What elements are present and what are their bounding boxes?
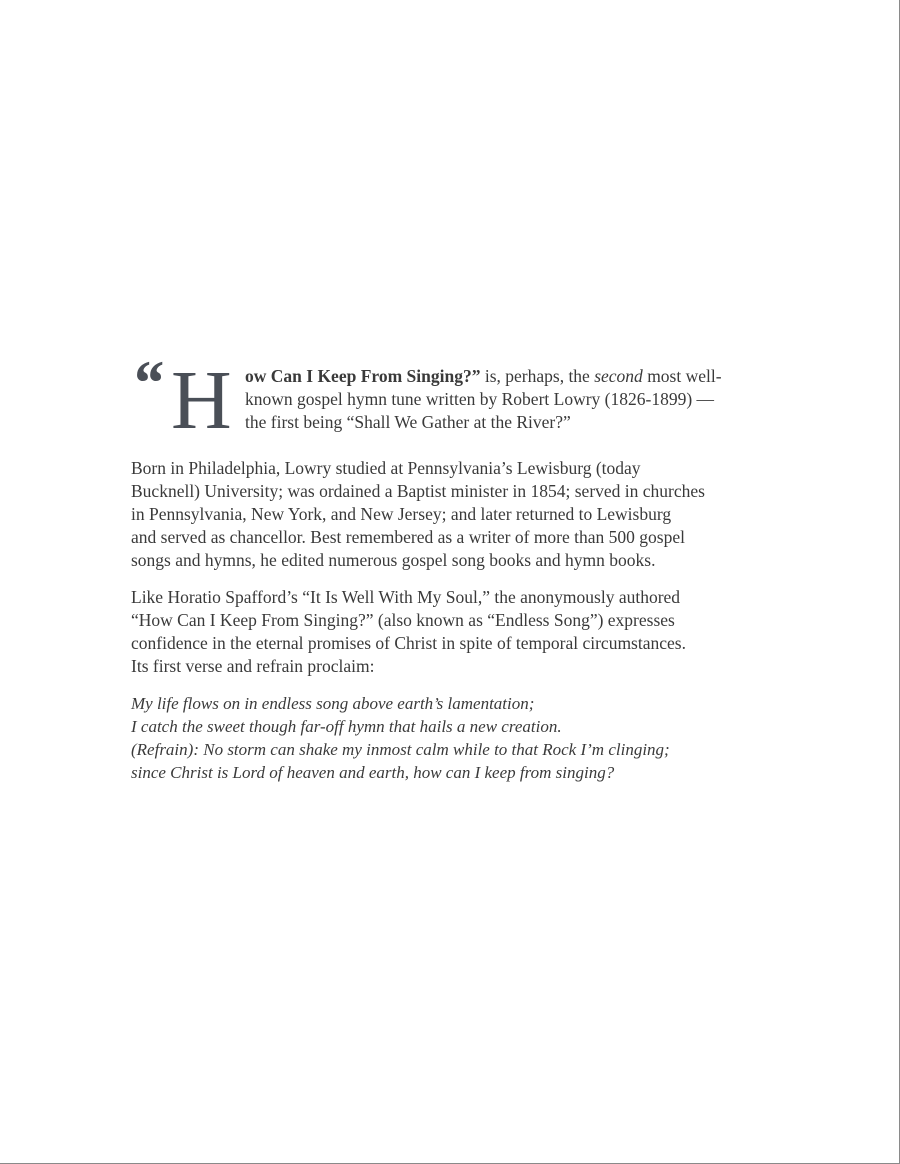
- refrain-line: since Christ is Lord of heaven and earth, how can I keep from singing?: [131, 763, 615, 782]
- paragraph-line: songs and hymns, he edited numerous gospel song books and hymn books.: [131, 550, 656, 570]
- paragraph-line: Its first verse and refrain proclaim:: [131, 656, 375, 676]
- intro-emphasis: second: [594, 366, 643, 386]
- intro-text-before-emphasis: is, perhaps, the: [480, 366, 595, 386]
- paragraph-line: “How Can I Keep From Singing?” (also known as “Endless Song”) expresses: [131, 610, 675, 630]
- paragraph-line: Born in Philadelphia, Lowry studied at Pennsylvania’s Lewisburg (today: [131, 458, 641, 478]
- comparison-paragraph: [131, 586, 771, 678]
- open-quote-mark: “: [131, 347, 163, 418]
- paragraph-line: Like Horatio Spafford’s “It Is Well With My Soul,” the anonymously authored: [131, 587, 681, 607]
- verse-line: My life flows on in endless song above earth’s lamentation;: [131, 694, 535, 713]
- document-content: [131, 347, 771, 784]
- paragraph-line: confidence in the eternal promises of Christ in spite of temporal circumstances.: [131, 633, 686, 653]
- intro-line-1: [245, 365, 775, 388]
- paragraph-line: in Pennsylvania, New York, and New Jersey; and later returned to Lewisburg: [131, 504, 672, 524]
- intro-text: [245, 365, 775, 434]
- intro-line-3: the first being “Shall We Gather at the River?”: [245, 412, 571, 432]
- hymn-title: ow Can I Keep From Singing?”: [245, 366, 481, 386]
- drop-cap: H: [171, 354, 232, 447]
- intro-line-2: known gospel hymn tune written by Robert Lowry (1826-1899) —: [245, 389, 715, 409]
- biography-paragraph: [131, 457, 771, 572]
- paragraph-line: Bucknell) University; was ordained a Baptist minister in 1854; served in churches: [131, 481, 705, 501]
- hymn-verse: [131, 692, 771, 784]
- intro-text-after-emphasis: most well-: [642, 366, 722, 386]
- intro-paragraph: [131, 347, 771, 447]
- refrain-line: (Refrain): No storm can shake my inmost calm while to that Rock I’m clinging;: [131, 740, 670, 759]
- verse-line: I catch the sweet though far-off hymn that hails a new creation.: [131, 717, 562, 736]
- paragraph-line: and served as chancellor. Best remembered as a writer of more than 500 gospel: [131, 527, 685, 547]
